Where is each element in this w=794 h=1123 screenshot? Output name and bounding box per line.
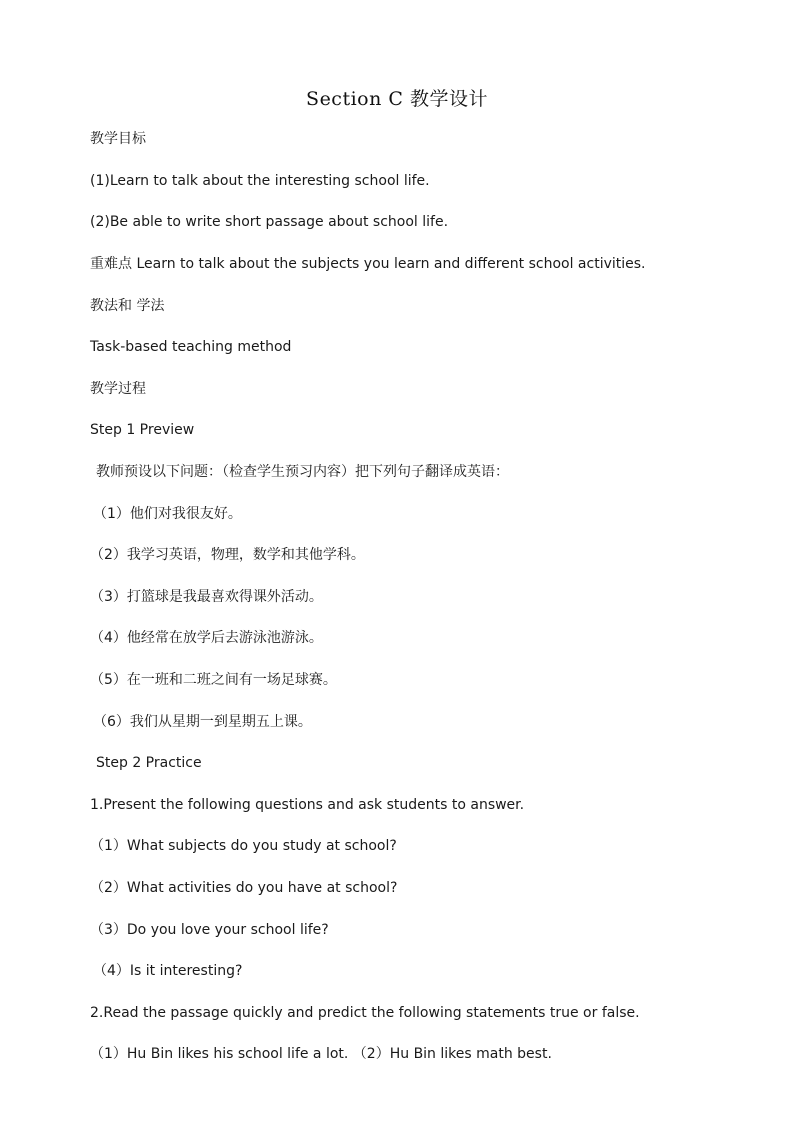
page-title: Section C 教学设计: [306, 88, 488, 110]
question-3: （3）Do you love your school life?: [90, 922, 329, 938]
key-difficulties: 重难点 Learn to talk about the subjects you learn and different school activities.: [90, 256, 646, 272]
question-1: （1）What subjects do you study at school?: [90, 838, 397, 854]
translate-item-5: （5）在一班和二班之间有一场足球赛。: [90, 672, 337, 688]
practice-task-1: 1.Present the following questions and ask students to answer.: [90, 797, 525, 813]
preview-instruction: 教师预设以下问题：（检查学生预习内容）把下列句子翻译成英语：: [96, 464, 509, 480]
translate-item-6: （6）我们从星期一到星期五上课。: [93, 714, 312, 730]
question-2: （2）What activities do you have at school?: [90, 880, 398, 896]
heading-process: 教学过程: [90, 381, 146, 397]
step-1-heading: Step 1 Preview: [90, 422, 195, 438]
method-text: Task-based teaching method: [90, 339, 292, 355]
translate-item-4: （4）他经常在放学后去游泳池游泳。: [90, 630, 323, 646]
question-4: （4）Is it interesting?: [93, 963, 243, 979]
objective-2: (2)Be able to write short passage about school life.: [90, 214, 449, 230]
statements: （1）Hu Bin likes his school life a lot. （2）Hu Bin likes math best.: [90, 1046, 552, 1062]
heading-methods: 教法和 学法: [90, 298, 165, 314]
objective-1: (1)Learn to talk about the interesting school life.: [90, 173, 430, 189]
step-2-heading: Step 2 Practice: [96, 755, 202, 771]
heading-objectives: 教学目标: [90, 131, 146, 147]
translate-item-3: （3）打篮球是我最喜欢得课外活动。: [90, 589, 323, 605]
translate-item-2: （2）我学习英语，物理，数学和其他学科。: [90, 547, 365, 563]
practice-task-2: 2.Read the passage quickly and predict the following statements true or false.: [90, 1005, 640, 1021]
translate-item-1: （1）他们对我很友好。: [93, 506, 242, 522]
